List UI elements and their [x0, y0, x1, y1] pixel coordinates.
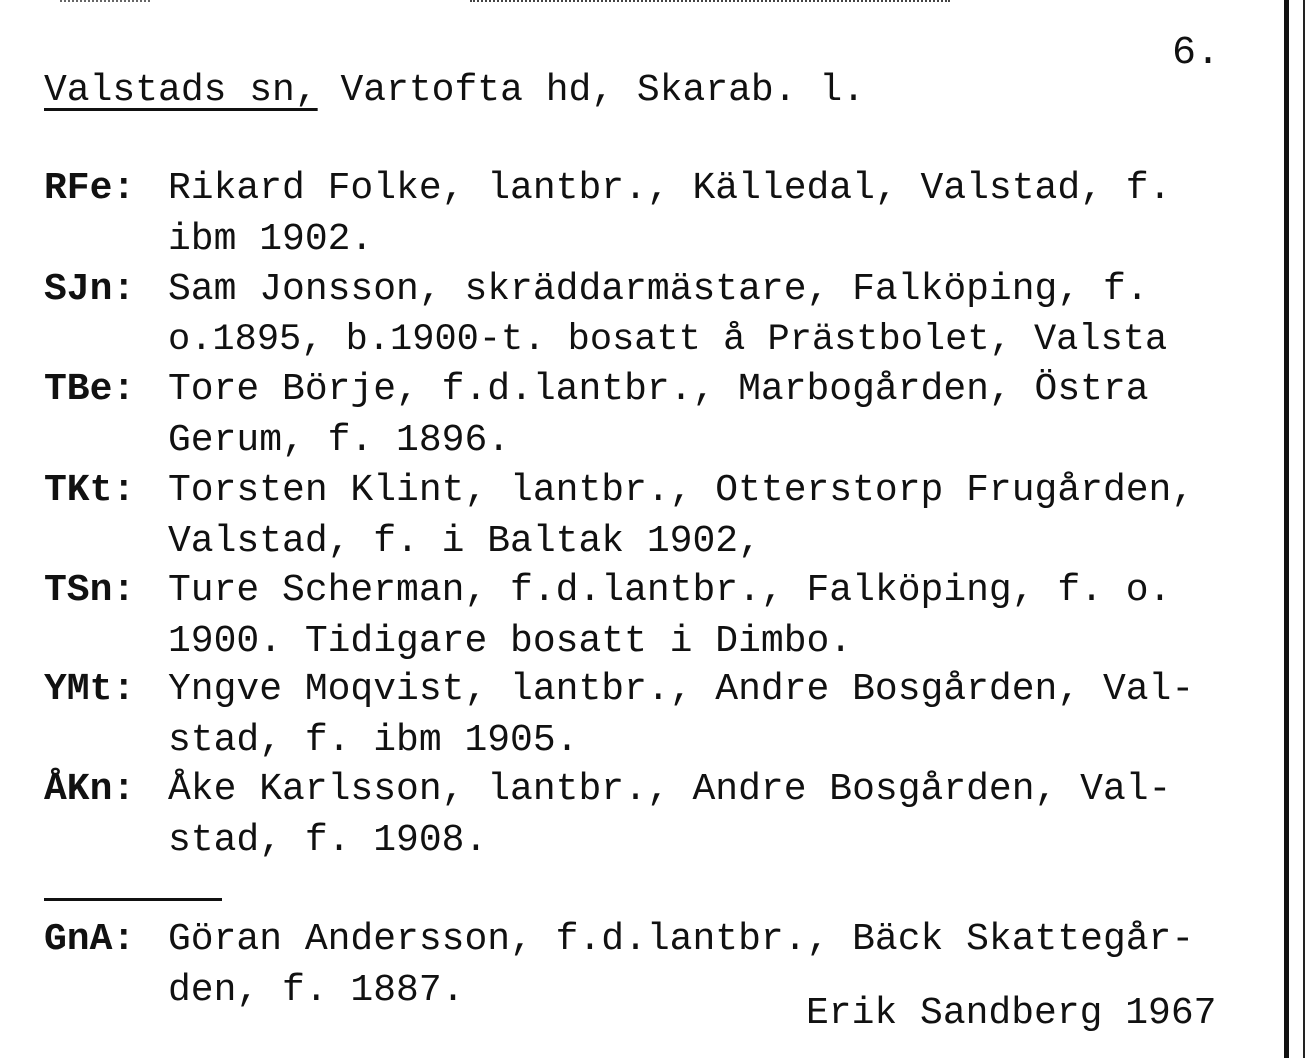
scan-edge-mark: [60, 0, 150, 4]
entry-line: Torsten Klint, lantbr., Otterstorp Frugården,: [168, 469, 1195, 512]
section-divider: [44, 898, 222, 901]
entry-line: o.1895, b.1900-t. bosatt å Prästbolet, Valsta: [168, 319, 1168, 361]
entry-line: Tore Börje, f.d.lantbr., Marbogården, Östra: [168, 368, 1149, 411]
informant-code: TBe:: [44, 368, 136, 411]
card-right-edge: [1303, 0, 1305, 1058]
entry-line: Åke Karlsson, lantbr., Andre Bosgården, Val-: [168, 768, 1172, 811]
informant-entry: [44, 364, 1149, 466]
card-heading: [44, 68, 865, 114]
informant-entry: [44, 163, 1171, 265]
informant-code: TSn:: [44, 569, 136, 612]
informant-code: RFe:: [44, 167, 136, 210]
informant-code: SJn:: [44, 268, 136, 311]
entry-line: Göran Andersson, f.d.lantbr., Bäck Skattegår-: [168, 918, 1195, 961]
page-number: 6.: [1172, 31, 1221, 76]
entry-line: Sam Jonsson, skräddarmästare, Falköping, f.: [168, 268, 1149, 311]
entry-line: ibm 1902.: [168, 218, 374, 261]
informant-entry: [44, 664, 1194, 766]
entry-line: den, f. 1887.: [168, 969, 465, 1012]
entry-line: stad, f. 1908.: [168, 819, 488, 862]
entry-line: Ture Scherman, f.d.lantbr., Falköping, f. o.: [168, 569, 1172, 612]
informant-code: YMt:: [44, 668, 136, 711]
informant-code: ÅKn:: [44, 768, 136, 811]
heading-district: Vartofta hd, Skarab. l.: [340, 69, 865, 112]
collector-signature: Erik Sandberg 1967: [806, 992, 1217, 1035]
entry-line: stad, f. ibm 1905.: [168, 719, 579, 762]
entry-line: 1900. Tidigare bosatt i Dimbo.: [168, 620, 853, 663]
informant-entry: [44, 764, 1171, 866]
informant-code: GnA:: [44, 918, 136, 961]
entry-line: Yngve Moqvist, lantbr., Andre Bosgården, Val-: [168, 668, 1195, 711]
entry-line: Gerum, f. 1896.: [168, 419, 511, 462]
informant-entry: [44, 465, 1194, 567]
entry-line: Rikard Folke, lantbr., Källedal, Valstad, f.: [168, 167, 1172, 210]
informant-entry: [44, 264, 1167, 366]
informant-code: TKt:: [44, 469, 136, 512]
entry-line: Valstad, f. i Baltak 1902,: [168, 520, 761, 563]
parish-name: Valstads sn,: [44, 69, 318, 112]
scan-edge-mark: [470, 0, 950, 5]
informant-entry: [44, 565, 1171, 667]
card-right-border: [1284, 0, 1289, 1058]
